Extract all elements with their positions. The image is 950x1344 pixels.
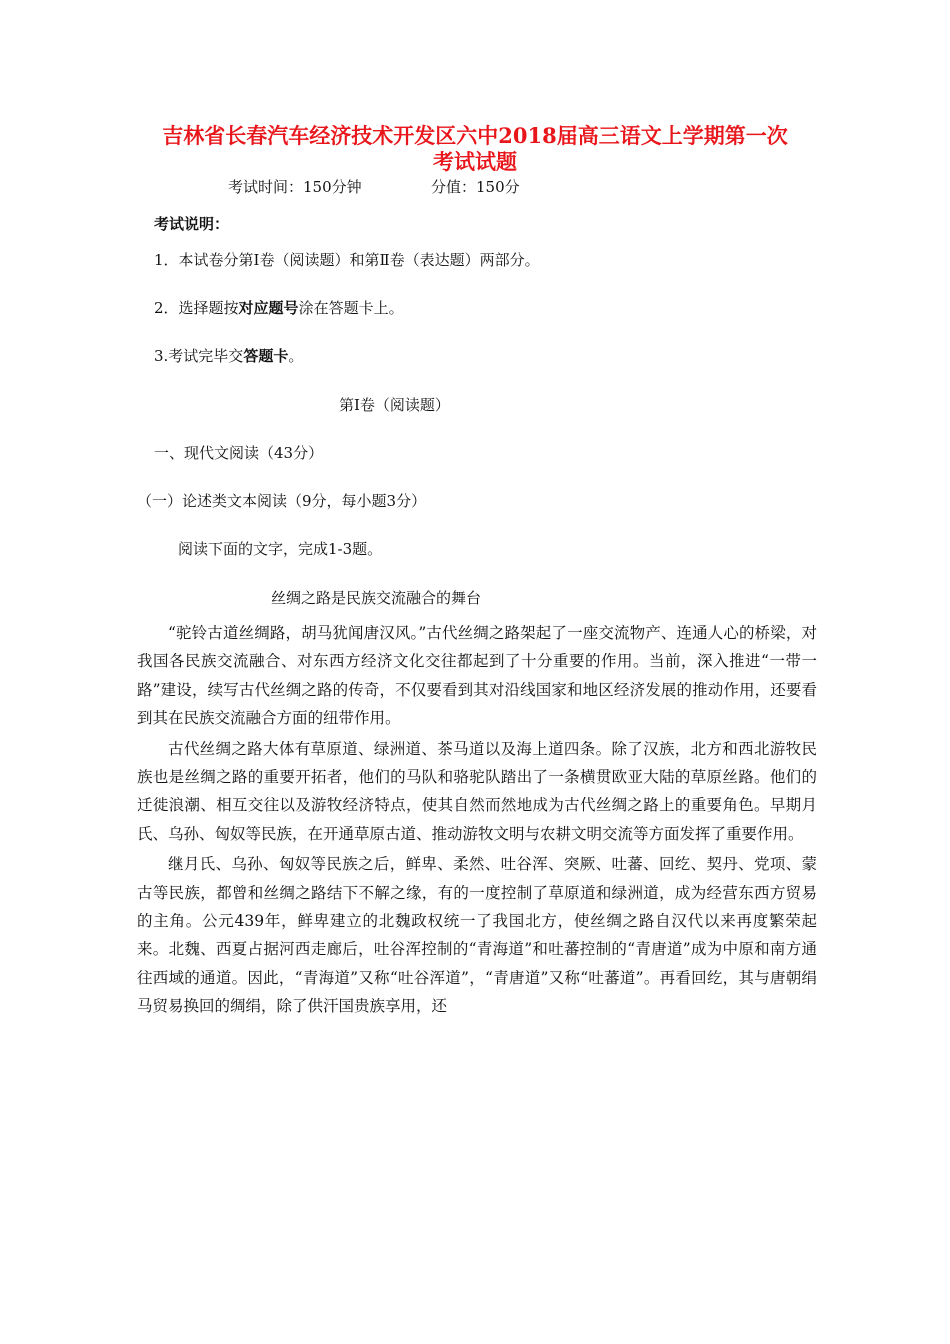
instruction-2-bold: 对应题号	[238, 299, 299, 317]
article-paragraph-2: 古代丝绸之路大体有草原道、绿洲道、茶马道以及海上道四条。除了汉族，北方和西北游牧民族也是丝绸之路的重要开拓者，他们的马队和骆驼队踏出了一条横贯欧亚大陆的草原丝路。他们的迁徙浪潮、相互交往以及游牧经济特点，使其自然而然地成为古代丝绸之路上的重要角色。早期月氏、乌孙、匈奴等民族，在开通草原古道、推动游牧文明与农耕文明交流等方面发挥了重要作用。	[137, 739, 817, 843]
instruction-3-post: 。	[288, 347, 304, 365]
reading-instruction: 阅读下面的文字，完成1-3题。	[178, 540, 383, 558]
instruction-3	[154, 346, 303, 366]
document-title-line2: 考试试题	[433, 149, 517, 174]
exam-time: 考试时间：150分钟	[228, 178, 362, 196]
instruction-3-bold: 答题卡	[243, 347, 289, 365]
exam-score: 分值：150分	[431, 178, 520, 196]
instruction-3-pre: 3.考试完毕交	[154, 347, 244, 365]
instruction-2	[154, 298, 404, 318]
document-title-line1: 吉林省长春汽车经济技术开发区六中2018届高三语文上学期第一次	[162, 123, 788, 148]
article-body	[137, 619, 817, 1021]
subsection1-heading: （一）论述类文本阅读（9分，每小题3分）	[137, 492, 427, 510]
article-paragraph-1: “驼铃古道丝绸路，胡马犹闻唐汉风。”古代丝绸之路架起了一座交流物产、连通人心的桥梁，对我国各民族交流融合、对东西方经济文化交往都起到了十分重要的作用。当前，深入推进“一带一路”建设，续写古代丝绸之路的传奇，不仅要看到其对沿线国家和地区经济发展的推动作用，还要看到其在民族交流融合方面的纽带作用。	[137, 624, 817, 728]
article-paragraph-3: 继月氏、乌孙、匈奴等民族之后，鲜卑、柔然、吐谷浑、突厥、吐蕃、回纥、契丹、党项、蒙古等民族，都曾和丝绸之路结下不解之缘，有的一度控制了草原道和绿洲道，成为经营东西方贸易的主角。公元439年，鲜卑建立的北魏政权统一了我国北方，使丝绸之路自汉代以来再度繁荣起来。北魏、西夏占据河西走廊后，吐谷浑控制的“青海道”和吐蕃控制的“青唐道”成为中原和南方通往西域的通道。因此，“青海道”又称“吐谷浑道”，“青唐道”又称“吐蕃道”。再看回纥，其与唐朝绢马贸易换回的绸绢，除了供汗国贵族享用，还	[137, 855, 817, 1016]
instruction-2-pre: 2．选择题按	[154, 299, 239, 317]
part1-heading: 第Ⅰ卷（阅读题）	[339, 396, 450, 414]
instruction-2-post: 涂在答题卡上。	[298, 299, 404, 317]
instructions-heading: 考试说明：	[154, 215, 230, 233]
instruction-1: 1．本试卷分第Ⅰ卷（阅读题）和第Ⅱ卷（表达题）两部分。	[154, 251, 540, 269]
article-title: 丝绸之路是民族交流融合的舞台	[271, 589, 482, 607]
section1-heading: 一、现代文阅读（43分）	[154, 444, 324, 462]
